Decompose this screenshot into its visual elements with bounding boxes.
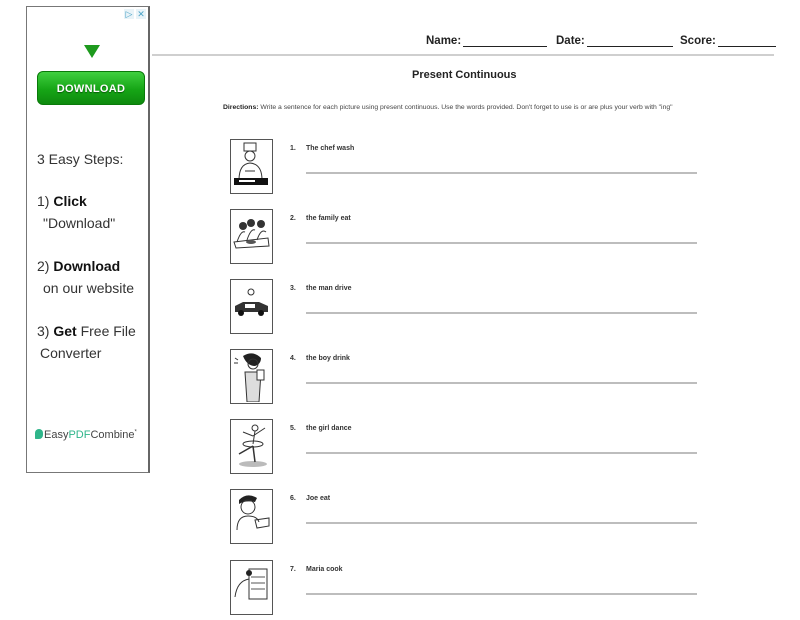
answer-line[interactable] [306,172,697,174]
directions-label: Directions: [223,104,259,111]
answer-line[interactable] [306,593,697,595]
step-detail: on our website [43,280,135,296]
answer-line[interactable] [306,242,697,244]
exercise-item [230,209,700,269]
exercise-item [230,419,700,479]
date-blank [587,35,673,47]
logo-text: Combine [90,429,135,441]
answer-line[interactable] [306,452,697,454]
step-detail: Free File [80,323,136,339]
exercise-item [230,560,700,620]
step-detail: Converter [40,345,102,361]
exercise-item [230,279,700,339]
step-1 [37,190,115,234]
step-action: Get [53,323,77,339]
adchoices-icon[interactable]: ▷ [125,9,133,19]
steps-title: 3 Easy Steps: [37,151,124,167]
boy-eating-picture [230,489,273,544]
boy-drinking-picture [230,349,273,404]
name-field [426,35,547,47]
item-prompt: Maria cook [306,566,343,573]
answer-line[interactable] [306,312,697,314]
item-number: 4. [290,355,296,362]
name-blank [463,35,547,47]
family-picture [230,209,273,264]
score-label: Score: [680,35,716,47]
car-picture [230,279,273,334]
ad-banner[interactable] [26,6,150,473]
exercise-item [230,489,700,549]
item-number: 1. [290,145,296,152]
score-field [680,35,776,47]
directions-text: Write a sentence for each picture using present continuous. Use the words provided. Don't forget to use is or are plus your verb with "ing" [258,104,673,111]
item-prompt: The chef wash [306,145,355,152]
item-prompt: the family eat [306,215,351,222]
logo-text: PDF [68,429,91,441]
step-action: Click [53,193,87,209]
close-icon[interactable]: ✕ [137,9,145,19]
item-prompt: the man drive [306,285,352,292]
item-number: 5. [290,425,296,432]
answer-line[interactable] [306,382,697,384]
name-label: Name: [426,35,462,47]
exercise-item [230,139,700,199]
item-prompt: the girl dance [306,425,352,432]
download-button[interactable]: DOWNLOAD [37,71,145,105]
step-detail: "Download" [43,215,116,231]
logo-text: Easy [44,429,69,441]
date-label: Date: [556,35,585,47]
easypdfcombine-logo[interactable] [35,429,137,441]
leaf-icon [35,429,43,439]
exercise-item [230,349,700,409]
directions [223,103,693,112]
step-3 [37,320,136,364]
ballerina-picture [230,419,273,474]
arrow-down-icon [84,45,100,58]
step-number: 1) [37,193,50,209]
step-action: Download [53,258,121,274]
chef-picture [230,139,273,194]
item-number: 3. [290,285,296,292]
step-number: 2) [37,258,50,274]
item-number: 2. [290,215,296,222]
item-number: 6. [290,495,296,502]
answer-line[interactable] [306,522,697,524]
score-blank [718,35,776,47]
step-number: 3) [37,323,50,339]
item-prompt: Joe eat [306,495,331,502]
item-number: 7. [290,566,296,573]
logo-mark: * [134,429,137,436]
item-prompt: the boy drink [306,355,350,362]
step-2 [37,255,134,299]
cooking-picture [230,560,273,615]
header-divider [152,54,774,56]
worksheet-title: Present Continuous [412,69,517,81]
ad-badges [124,9,146,19]
date-field [556,35,673,47]
